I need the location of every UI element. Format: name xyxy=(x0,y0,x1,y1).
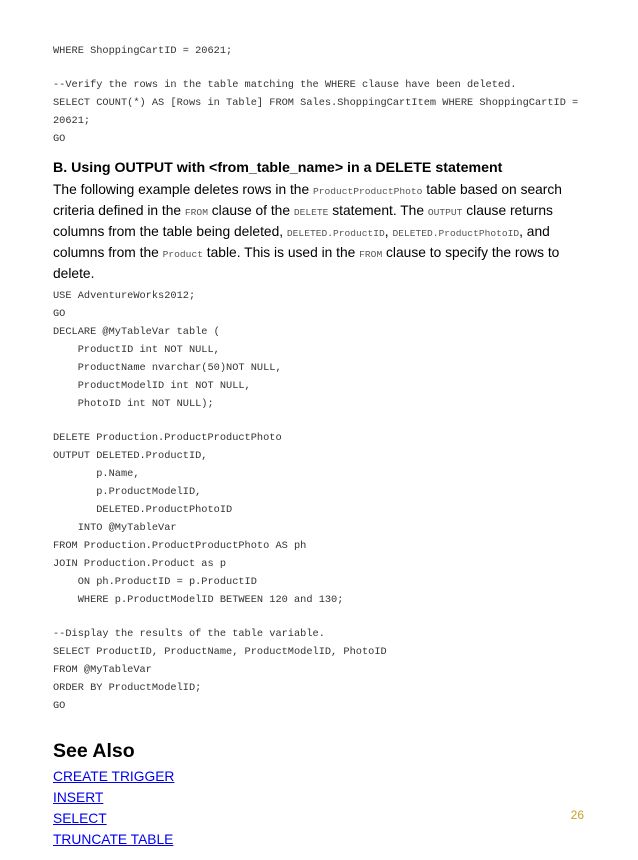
code-block-top xyxy=(53,42,593,148)
section-paragraph xyxy=(53,180,593,283)
code-line xyxy=(53,60,593,76)
code-line: USE AdventureWorks2012; xyxy=(53,290,196,302)
paragraph-text: , and columns from the xyxy=(53,224,550,260)
paragraph-text: clause to specify the rows to delete. xyxy=(53,245,560,281)
code-line: JOIN Production.Product as p xyxy=(53,558,227,570)
code-line: DELETE Production.ProductProductPhoto xyxy=(53,432,282,444)
document-page xyxy=(53,42,593,850)
code-line: --Display the results of the table variable. xyxy=(53,628,325,640)
code-line: GO xyxy=(53,700,66,712)
code-line: WHERE p.ProductModelID BETWEEN 120 and 130; xyxy=(53,594,344,606)
inline-code: Product xyxy=(162,249,203,260)
link-create-trigger[interactable]: CREATE TRIGGER xyxy=(53,769,175,784)
code-line: WHERE ShoppingCartID = 20621; xyxy=(53,45,233,57)
code-line: ProductID int NOT NULL, xyxy=(53,344,220,356)
paragraph-text: table based on search criteria defined in the xyxy=(53,182,562,218)
code-line: FROM Production.ProductProductPhoto AS ph xyxy=(53,540,307,552)
page-number: 26 xyxy=(570,808,584,822)
inline-code: OUTPUT xyxy=(427,207,463,218)
code-line: SELECT COUNT(*) AS [Rows in Table] FROM Sales.ShoppingCartItem WHERE ShoppingCartID = xyxy=(53,97,579,109)
code-block-example xyxy=(53,287,593,715)
link-select[interactable]: SELECT xyxy=(53,811,107,826)
code-line: ORDER BY ProductModelID; xyxy=(53,682,202,694)
code-line: DECLARE @MyTableVar table ( xyxy=(53,326,220,338)
code-line: GO xyxy=(53,133,66,145)
code-line: GO xyxy=(53,308,66,320)
section-heading: B. Using OUTPUT with <from_table_name> in a DELETE statement xyxy=(53,160,503,176)
code-line: SELECT ProductID, ProductName, ProductModelID, PhotoID xyxy=(53,646,387,658)
code-line: --Verify the rows in the table matching the WHERE clause have been deleted. xyxy=(53,79,517,91)
code-line xyxy=(53,609,593,625)
inline-code: DELETED.ProductPhotoID xyxy=(392,228,520,239)
code-line: 20621; xyxy=(53,115,91,127)
paragraph-text: The following example deletes rows in the xyxy=(53,182,313,197)
paragraph-text: , xyxy=(384,224,393,239)
code-line: p.ProductModelID, xyxy=(53,486,202,498)
code-line: ProductModelID int NOT NULL, xyxy=(53,380,251,392)
inline-code: DELETED.ProductID xyxy=(286,228,385,239)
code-line: p.Name, xyxy=(53,468,140,480)
code-line: INTO @MyTableVar xyxy=(53,522,177,534)
link-insert[interactable]: INSERT xyxy=(53,790,104,805)
paragraph-text: clause returns columns from the table being deleted, xyxy=(53,203,553,239)
code-line: ProductName nvarchar(50)NOT NULL, xyxy=(53,362,282,374)
code-line: DELETED.ProductPhotoID xyxy=(53,504,233,516)
see-also-heading: See Also xyxy=(53,740,135,762)
inline-code: FROM xyxy=(359,249,383,260)
code-line: PhotoID int NOT NULL); xyxy=(53,398,214,410)
link-truncate-table[interactable]: TRUNCATE TABLE xyxy=(53,832,174,847)
paragraph-text: table. This is used in the xyxy=(202,245,360,260)
paragraph-text: clause of the xyxy=(207,203,294,218)
inline-code: ProductProductPhoto xyxy=(312,186,423,197)
code-line: FROM @MyTableVar xyxy=(53,664,152,676)
code-line: ON ph.ProductID = p.ProductID xyxy=(53,576,257,588)
see-also-links xyxy=(53,766,593,850)
code-line xyxy=(53,413,593,429)
inline-code: DELETE xyxy=(293,207,329,218)
paragraph-text: statement. The xyxy=(328,203,428,218)
inline-code: FROM xyxy=(184,207,208,218)
code-line: OUTPUT DELETED.ProductID, xyxy=(53,450,208,462)
